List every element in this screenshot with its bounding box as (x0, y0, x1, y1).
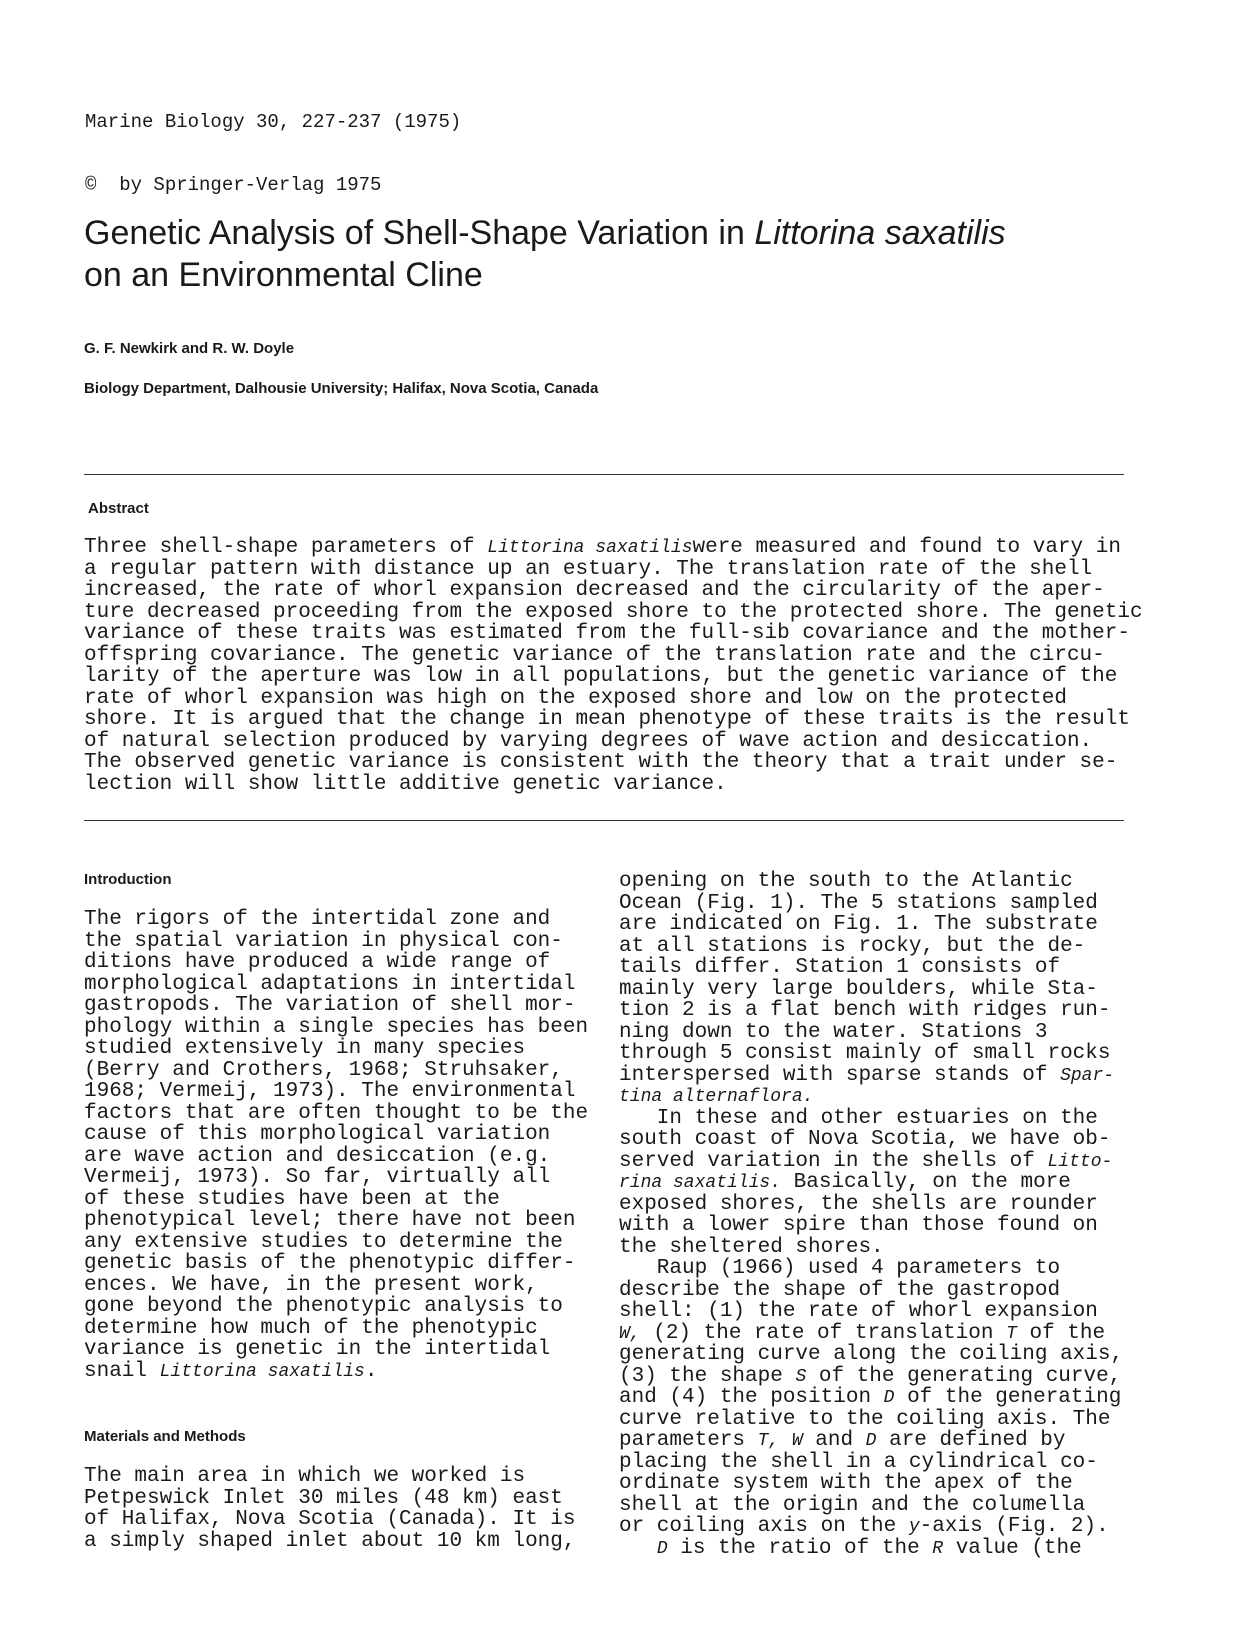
text-line: generating curve along the coiling axis, (619, 1343, 1124, 1366)
text-line: Vermeij, 1973). So far, virtually all (84, 1166, 551, 1189)
text-line: studied extensively in many species (84, 1037, 526, 1060)
text-line: opening on the south to the Atlantic (619, 870, 1073, 893)
text-line: cause of this morphological variation (84, 1123, 551, 1146)
text-line: gone beyond the phenotypic analysis to (84, 1295, 563, 1318)
abstract-line: larity of the aperture was low in all populations, but the genetic variance of the (84, 665, 1118, 688)
abstract-line: offspring covariance. The genetic variance of the translation rate and the circu- (84, 643, 1105, 667)
authors: G. F. Newkirk and R. W. Doyle (84, 340, 295, 357)
text-line: D is the ratio of the R value (the (656, 1536, 1082, 1560)
abstract-top-divider (84, 474, 1124, 475)
abstract-line: variance of these traits was estimated from the full-sib covariance and the mother- (84, 622, 1130, 645)
abstract-line: shore. It is argued that the change in mean phenotype of these traits is the result (84, 708, 1130, 731)
journal-line-1: Marine Biology 30, 227-237 (1975) (85, 111, 462, 133)
methods-body (84, 1466, 604, 1552)
journal-citation (85, 70, 461, 217)
text-line: the sheltered shores. (619, 1235, 884, 1259)
text-line: ences. We have, in the present work, (84, 1273, 538, 1297)
methods-heading: Materials and Methods (84, 1428, 246, 1445)
text-line: exposed shores, the shells are rounder (619, 1192, 1098, 1216)
text-line: are wave action and desiccation (e.g. (84, 1144, 551, 1168)
text-line: describe the shape of the gastropod (619, 1278, 1061, 1302)
introduction-heading: Introduction (84, 871, 172, 888)
journal-line-2: © by Springer-Verlag 1975 (85, 174, 382, 196)
text-line: tails differ. Station 1 consists of (619, 956, 1061, 979)
text-line: a simply shaped inlet about 10 km long, (84, 1529, 576, 1553)
text-line: genetic basis of the phenotypic differ- (84, 1252, 576, 1275)
text-line: shell at the origin and the columella (619, 1493, 1086, 1517)
abstract-body (84, 537, 1194, 795)
text-line: parameters T, W and D are defined by (619, 1429, 1066, 1452)
text-line: placing the shell in a cylindrical co- (619, 1450, 1098, 1474)
abstract-line: a regular pattern with distance up an estuary. The translation rate of the shell (84, 557, 1093, 581)
abstract-line: of natural selection produced by varying degrees of wave action and desiccation. (84, 729, 1093, 753)
text-line: phenotypical level; there have not been (84, 1209, 576, 1232)
text-line: or coiling axis on the y-axis (Fig. 2). (619, 1515, 1109, 1538)
text-line: through 5 consist mainly of small rocks (619, 1042, 1111, 1065)
abstract-bottom-divider (84, 820, 1124, 821)
text-line: determine how much of the phenotypic (84, 1316, 538, 1340)
text-line: (3) the shape S of the generating curve, (619, 1364, 1122, 1388)
text-line: mainly very large boulders, while Sta- (619, 977, 1098, 1001)
text-line: with a lower spire than those found on (619, 1214, 1098, 1237)
text-line: snail Littorina saxatilis. (84, 1359, 378, 1383)
text-line: The main area in which we worked is (84, 1465, 526, 1488)
title-species: Littorina saxatilis (754, 214, 1006, 252)
text-line: The rigors of the intertidal zone and (84, 908, 551, 931)
text-line: ning down to the water. Stations 3 (619, 1020, 1048, 1044)
abstract-line: Three shell-shape parameters of Littorina saxatiliswere measured and found to vary in (84, 536, 1121, 559)
intro-species: Littorina saxatilis (159, 1361, 365, 1382)
text-line: curve relative to the coiling axis. The (619, 1407, 1111, 1431)
text-line: at all stations is rocky, but the de- (619, 934, 1086, 958)
text-line: are indicated on Fig. 1. The substrate (619, 913, 1098, 936)
text-line: Raup (1966) used 4 parameters to (619, 1257, 1061, 1280)
text-line: W, (2) the rate of translation T of the (619, 1321, 1106, 1345)
text-line: (Berry and Crothers, 1968; Struhsaker, (84, 1058, 563, 1082)
abstract-heading: Abstract (88, 500, 149, 517)
text-line: tina alternaflora. (619, 1087, 814, 1107)
abstract-species: Littorina saxatilis (487, 538, 693, 558)
text-line: Ocean (Fig. 1). The 5 stations sampled (619, 891, 1098, 915)
text-line: Petpeswick Inlet 30 miles (48 km) east (84, 1486, 563, 1510)
title-line-2: on an Environmental Cline (84, 256, 483, 294)
text-line: variance is genetic in the intertidal (84, 1338, 551, 1361)
text-line: and (4) the position D of the generating (619, 1386, 1122, 1409)
text-line: the spatial variation in physical con- (84, 929, 563, 953)
text-line: gastropods. The variation of shell mor- (84, 994, 576, 1017)
text-line: south coast of Nova Scotia, we have ob- (619, 1128, 1111, 1151)
text-line: of these studies have been at the (84, 1187, 500, 1211)
abstract-line: rate of whorl expansion was high on the exposed shore and low on the protected (84, 686, 1067, 710)
text-line: ditions have produced a wide range of (84, 951, 551, 974)
text-line: shell: (1) the rate of whorl expansion (619, 1300, 1098, 1323)
text-line: 1968; Vermeij, 1973). The environmental (84, 1080, 576, 1103)
text-line: tion 2 is a flat bench with ridges run- (619, 999, 1111, 1022)
text-line: morphological adaptations in intertidal (84, 972, 576, 996)
text-line: of Halifax, Nova Scotia (Canada). It is (84, 1508, 576, 1531)
text-line: any extensive studies to determine the (84, 1230, 563, 1254)
right-column-body (619, 871, 1139, 1559)
paper-title (84, 212, 1184, 296)
text-line: ordinate system with the apex of the (619, 1472, 1073, 1495)
title-text: Genetic Analysis of Shell-Shape Variation in (84, 214, 755, 252)
affiliation: Biology Department, Dalhousie University; Halifax, Nova Scotia, Canada (84, 380, 599, 397)
text-line: factors that are often thought to be the (84, 1101, 589, 1125)
text-line: rina saxatilis. Basically, on the more (619, 1171, 1071, 1194)
abstract-line: ture decreased proceeding from the exposed shore to the protected shore. The genetic (84, 600, 1143, 624)
abstract-line: increased, the rate of whorl expansion decreased and the circularity of the aper- (84, 579, 1105, 602)
text-line: phology within a single species has been (84, 1015, 589, 1039)
text-line: interspersed with sparse stands of Spar- (619, 1063, 1115, 1087)
abstract-line: The observed genetic variance is consistent with the theory that a trait under se- (84, 751, 1118, 774)
introduction-body (84, 909, 604, 1382)
abstract-line: lection will show little additive genetic variance. (84, 772, 727, 796)
text-line: In these and other estuaries on the (619, 1106, 1098, 1130)
text-line: served variation in the shells of Litto- (619, 1149, 1113, 1173)
